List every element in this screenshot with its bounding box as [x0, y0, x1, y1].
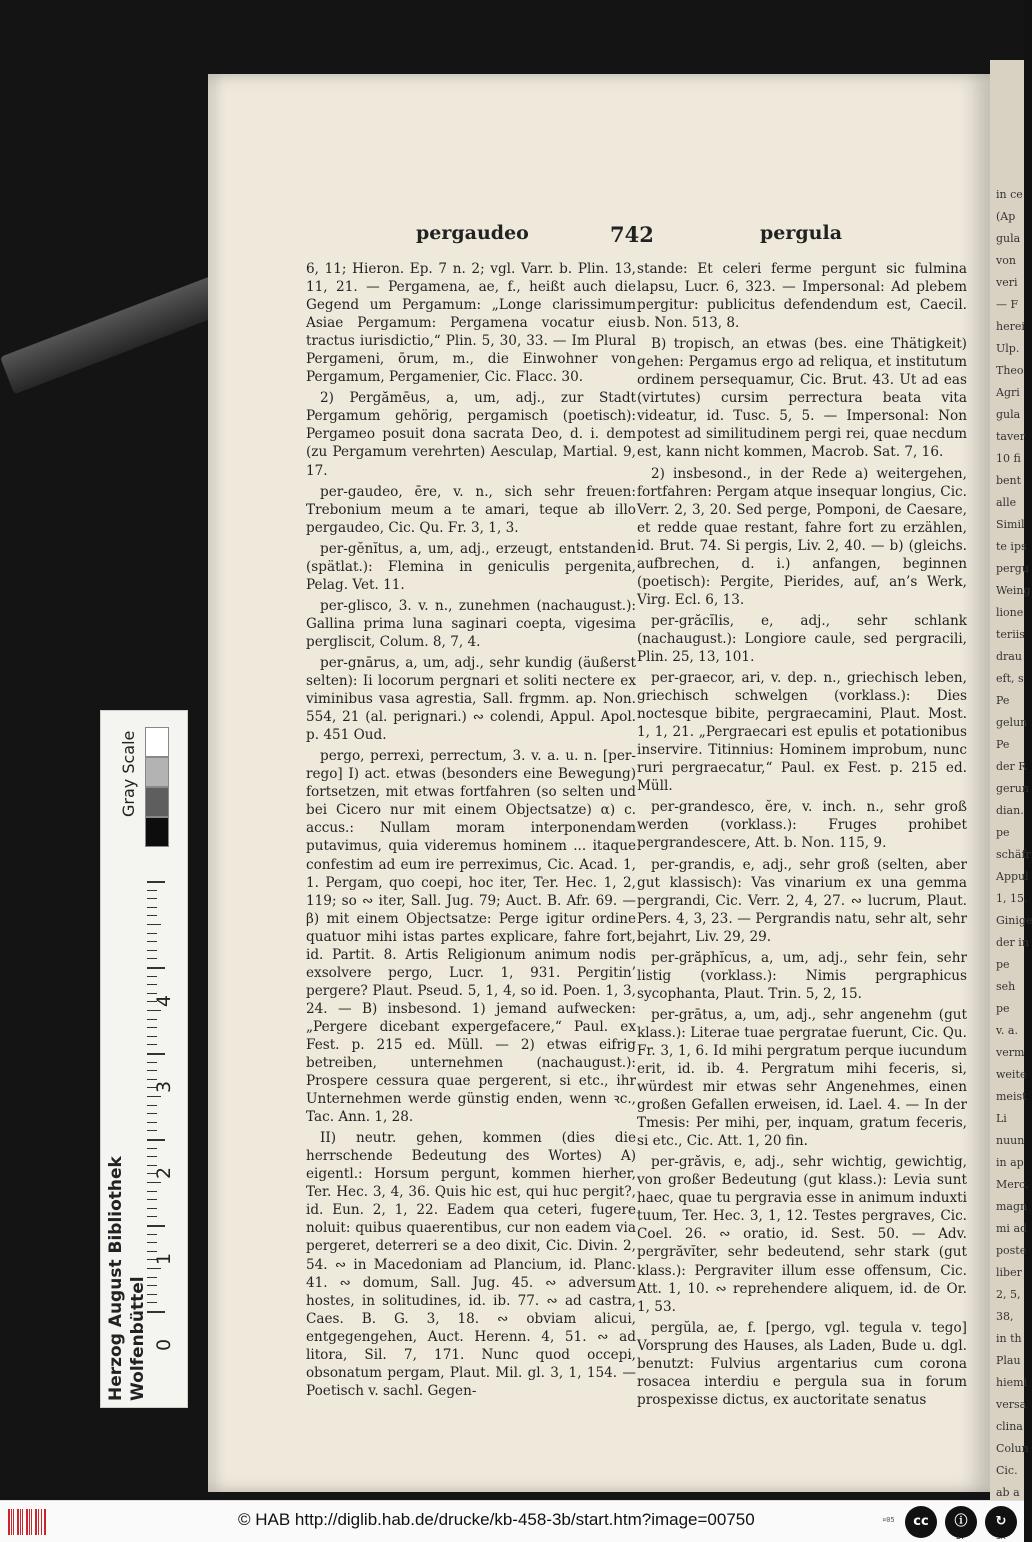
next-page-fragment: in ce	[996, 188, 1023, 201]
next-page-fragment: lione	[996, 606, 1024, 619]
next-page-fragment: pe	[996, 958, 1010, 971]
next-page-fragment: der R	[996, 760, 1027, 773]
next-page-fragment: ab a	[996, 1486, 1020, 1499]
ruler-tick	[147, 915, 157, 916]
next-page-fragment: taver	[996, 430, 1025, 443]
ruler-tick	[147, 1105, 157, 1106]
institution-name: Herzog August Bibliothek	[106, 1156, 126, 1401]
next-page-fragment: v. a.	[996, 1024, 1018, 1037]
barcode-bar	[11, 1509, 12, 1535]
next-page-fragment: weite	[996, 1068, 1027, 1081]
next-page-fragment: pe	[996, 826, 1010, 839]
next-page-fragment: pe	[996, 1002, 1010, 1015]
next-page-fragment: gula	[996, 232, 1021, 245]
gray-scale-label: Gray Scale	[119, 730, 138, 817]
next-page-fragment: Merc.	[996, 1178, 1029, 1191]
book-page	[208, 74, 990, 1492]
source-url[interactable]: © HAB http://diglib.hab.de/drucke/kb-458-3b/start.htm?image=00750	[238, 1510, 755, 1529]
sa-icon: ↻	[985, 1506, 1017, 1538]
next-page-fragment: poste	[996, 1244, 1027, 1257]
next-page-fragment: Colun	[996, 1442, 1029, 1455]
dictionary-entry: per-gnārus, a, um, adj., sehr kundig (äußerst selten): Ii locorum pergnari et soliti nectere ex viminibus vasa agrestia, Sall. frgmm. ap. Non. 554, 21 (al. perignari.) ∾ colendi, Appul. Apol. p. 451 Oud.	[306, 654, 636, 744]
dictionary-entry: pergo, perrexi, perrectum, 3. v. a. u. n. [per-rego] I) act. etwas (besonders eine Bewegung) fortsetzen, mit etwas fortfahren (so selten und bei Cicero nur mit einem Objectsatze) α) c. accus.: Nullam moram interponendam putavimus, quia videremus hominem ... itaque confestim ad eum ire perreximus, Cic. Acad. 1, 1. Pergam, quo coepi, hoc iter, Ter. Hec. 1, 2, 119; so ∾ iter, Sall. Jug. 79; Auct. B. Afr. 69. — β) mit einem Objectsatze: Perge igitur ordine quatuor mihi istas partes explicare, fahre fort, id. Partit. 8. Artis Religionum animum nodis exsolvere pergo, Lucr. 1, 931. Pergitin’ pergere? Plaut. Pseud. 5, 1, 4, so id. Poen. 1, 3, 24. — B) insbesond. 1) jemand aufwecken: „Pergere dicebant expergefacere,“ Paul. ex Fest. p. 215 ed. Müll. — 2) etwas eifrig betreiben, unternehmen (nachaugust.): Prospere cessura quae pergerent, si etc., ihr Unternehmen werde günstig enden, wenn ꝛc., Tac. Ann. 1, 28.	[306, 748, 636, 1126]
barcode-bar	[17, 1509, 19, 1535]
ruler-tick	[147, 933, 157, 934]
next-page-fragment: 38,	[996, 1310, 1014, 1323]
next-page-fragment: dian.	[996, 804, 1024, 817]
license-badge[interactable]	[905, 1505, 1017, 1539]
right-headword: pergula	[760, 222, 843, 244]
ruler-tick	[147, 1268, 161, 1269]
dictionary-entry: 2) Pergămēus, a, um, adj., zur Stadt Pergamum gehörig, pergamisch (poetisch): Pergameo posuit dona sacrata Deo, d. i. dem (zu Pergamum verehrten) Aesculap, Martial. 9, 17.	[306, 390, 636, 479]
next-page-fragment: versa	[996, 1398, 1027, 1411]
ruler-number: 2	[153, 1166, 175, 1179]
next-page-fragment: 10 fi	[996, 452, 1021, 465]
gray-swatch	[145, 727, 169, 757]
ruler-tick	[147, 1096, 161, 1097]
barcode-bar	[44, 1509, 46, 1535]
dictionary-entry: per-gĕnĭtus, a, um, adj., erzeugt, entstanden (spätlat.): Flemina in geniculis pergenita, Pelag. Vet. 11.	[306, 540, 636, 593]
next-page-fragment: te ips	[996, 540, 1027, 553]
next-page-fragment: Agri	[996, 386, 1020, 399]
next-page-fragment: drau	[996, 650, 1022, 663]
barcode-bar	[20, 1509, 21, 1535]
ruler-tick	[147, 1070, 157, 1071]
page-header	[208, 222, 990, 252]
next-page-fragment: in ap	[996, 1156, 1024, 1169]
dictionary-entry: II) neutr. gehen, kommen (dies die herrschende Bedeutung des Wortes) A) eigentl.: Horsum pergunt, kommen hierher, Ter. Hec. 3, 4, 36. Quis hic est, qui huc pergit?, id. Eun. 2, 1, 22. Eadem qua ceteri, fugere noluit: quibus quaerentibus, cur non eadem via pergeret, deterreri se a deo dixit, Cic. Divin. 2, 54. ∾ in Macedoniam ad Plancium, id. Planc. 41. ∾ domum, Sall. Jug. 45. ∾ adversum hostes, in solitudines, id. ib. 77. ∾ ad castra, Caes. B. G. 3, 18. ∾ obviam alicui, entgegengehen, Auct. Herenn. 4, 51. ∾ ad litora, Sil. 7, 171. Nunc quod occepi, obsonatum pergam, Plaut. Mil. gl. 3, 1, 154. — Poetisch v. sachl. Gegen-	[306, 1130, 636, 1399]
next-page-fragment: Li	[996, 1112, 1007, 1125]
barcode-bar	[8, 1509, 10, 1535]
next-page-edge	[990, 60, 1032, 1500]
gray-swatch	[145, 787, 169, 817]
dictionary-entry: B) tropisch, an etwas (bes. eine Thätigkeit) gehen: Pergamus ergo ad reliqua, et institutum ordinem persequamur, Cic. Brut. 43. Ut ad eas (virtutes) cursim perrectura beata vita videatur, id. Tusc. 5, 5. — Impersonal: Non potest ad similitudinem pergi rei, quae necdum est, kann nicht kommen, Macrob. Sat. 7, 16.	[637, 336, 967, 461]
barcode-bar	[26, 1509, 28, 1535]
next-page-fragment: bent	[996, 474, 1022, 487]
sa-label: SA	[996, 1533, 1006, 1541]
next-page-fragment: gerun	[996, 782, 1029, 795]
next-page-fragment: von	[996, 254, 1016, 267]
next-page-fragment: nuun	[996, 1134, 1025, 1147]
left-headword: pergaudeo	[416, 222, 529, 244]
barcode-bar	[13, 1509, 14, 1535]
dictionary-entry: per-grandis, e, adj., sehr groß (selten, aber gut klassisch): Vas vinarium ex una gemma pergrandi, Cic. Verr. 2, 4, 27. ∾ lucrum, Plaut. Pers. 4, 3, 23. — Pergrandis natu, sehr alt, sehr bejahrt, Liv. 29, 29.	[637, 856, 967, 945]
ruler-tick	[147, 1130, 157, 1131]
ruler-tick	[147, 1053, 165, 1055]
next-page-fragment: hiemi	[996, 1376, 1028, 1389]
next-page-fragment: alle	[996, 496, 1017, 509]
left-column	[306, 260, 636, 1400]
dictionary-entry: 2) insbesond., in der Rede a) weitergehen, fortfahren: Pergam atque insequar longius, Cic. Verr. 2, 3, 20. Sed perge, Pomponi, de Caesare, et redde quae restant, fahre fort zu erzählen, id. Brut. 74. Si pergis, Liv. 2, 40. — b) (gleichs. aufbrechen, d. i.) anfangen, beginnen (poetisch): Pergite, Pierides, auf, an’s Werk, Virg. Ecl. 6, 13.	[637, 465, 967, 608]
ruler-tick	[147, 890, 157, 891]
next-page-fragment: Cic.	[996, 1464, 1018, 1477]
dictionary-entry: per-grandesco, ĕre, v. inch. n., sehr groß werden (vorklass.): Fruges prohibet pergrandescere, Att. b. Non. 115, 9.	[637, 799, 967, 852]
dictionary-entry: 6, 11; Hieron. Ep. 7 n. 2; vgl. Varr. b. Plin. 13, 11, 21. — Pergamena, ae, f., heißt auch die Gegend um Pergamum: „Longe clarissimum Asiae Pergamum: Pergamena vocatur eius tractus iurisdictio,“ Plin. 5, 30, 33. — Im Plural Pergameni, ōrum, m., die Einwohner von Pergamum, Pergamenier, Cic. Flacc. 30.	[306, 261, 636, 386]
barcode-bar	[35, 1509, 37, 1535]
barcode-bar	[38, 1509, 39, 1535]
ruler-tick	[147, 976, 157, 977]
next-page-fragment: teriis	[996, 628, 1025, 641]
ruler-tick	[147, 1139, 165, 1141]
next-page-fragment: veri	[996, 276, 1018, 289]
ruler-number: 1	[153, 1252, 175, 1265]
gray-swatch	[145, 817, 169, 847]
next-page-fragment: in th	[996, 1332, 1022, 1345]
next-page-fragment: liber	[996, 1266, 1022, 1279]
dictionary-entry: per-gaudeo, ēre, v. n., sich sehr freuen: Trebonium meum a te amari, teque ab illo pergaudeo, Cic. Qu. Fr. 3, 1, 3.	[306, 483, 636, 536]
dictionary-entry: per-glisco, 3. v. n., zunehmen (nachaugust.): Gallina prima luna saginari coepta, vigesima pergliscit, Colum. 8, 7, 4.	[306, 597, 636, 650]
ruler-number: 4	[153, 994, 175, 1007]
dictionary-entry: stande: Et celeri ferme pergunt sic fulmina lapsu, Lucr. 6, 323. — Impersonal: Ad plebem pergitur: publicitus defendendum est, Caecil. b. Non. 513, 8.	[637, 261, 967, 332]
ruler-tick	[147, 941, 157, 942]
ruler-tick	[147, 907, 157, 908]
gray-swatch	[145, 757, 169, 787]
dictionary-entry: per-grātus, a, um, adj., sehr angenehm (gut klass.): Literae tuae pergratae fuerunt, Cic. Qu. Fr. 3, 1, 6. Id mihi pergratum perque iucundum erit, id. ib. 4. Pergratum mihi feceris, si, würdest mir etwas sehr Angenehmes, einen großen Gefallen erweisen, id. Lael. 4. — In der Tmesis: Per mihi, per, inquam, gratum feceris, si etc., Cic. Att. 1, 20 fin.	[637, 1006, 967, 1150]
barcode-bar	[29, 1509, 30, 1535]
ruler-tick	[147, 967, 165, 969]
ruler-tick	[147, 1148, 157, 1149]
ruler-tick	[147, 924, 161, 925]
ruler-number: 0	[153, 1338, 175, 1351]
ruler-tick	[147, 1225, 165, 1227]
next-page-fragment: (Ap	[996, 210, 1016, 223]
ruler-tick	[147, 950, 157, 951]
barcode-icon	[8, 1509, 46, 1535]
by-label: BY	[956, 1533, 965, 1541]
ruler-tick	[147, 1079, 157, 1080]
next-page-fragment: Pe	[996, 694, 1010, 707]
dictionary-entry: pergŭla, ae, f. [pergo, vgl. tegula v. tego] Vorsprung des Hauses, als Laden, Bude u. dgl. benutzt: Fulvius argentarius cum corona rosacea interdiu e pergula sua in forum prospexisse dictus, ex auctoritate senatus	[637, 1319, 967, 1408]
next-page-fragment: gula	[996, 408, 1021, 421]
ruler-tick	[147, 1010, 161, 1011]
next-page-fragment: herei	[996, 320, 1025, 333]
page-id: ¤05	[882, 1516, 895, 1524]
next-page-fragment: der in	[996, 936, 1029, 949]
ruler-tick	[147, 1019, 157, 1020]
gray-scale-ruler	[100, 710, 188, 1408]
ruler-tick	[147, 898, 157, 899]
institution-label	[105, 1156, 149, 1401]
next-page-fragment: seh	[996, 980, 1016, 993]
ruler-tick	[147, 984, 157, 985]
ruler-tick	[147, 1062, 157, 1063]
next-page-fragment: 2, 5,	[996, 1288, 1021, 1301]
ruler-tick	[147, 958, 157, 959]
ruler-tick	[147, 1113, 157, 1114]
gray-swatches	[145, 727, 169, 839]
ruler-tick	[147, 1311, 165, 1313]
next-page-fragment: Theo	[996, 364, 1024, 377]
dictionary-entry: per-grăphĭcus, a, um, adj., sehr fein, sehr listig (vorklass.): Nimis pergraphicus sycophanta, Plaut. Trin. 5, 2, 15.	[637, 949, 967, 1002]
cc-icon: cc	[905, 1506, 937, 1538]
next-page-fragment: Ulp.	[996, 342, 1020, 355]
ruler-tick	[147, 1182, 161, 1183]
next-page-fragment: gelun	[996, 716, 1028, 729]
institution-city: Wolfenbüttel	[128, 1276, 148, 1401]
ruler-tick	[147, 1044, 157, 1045]
next-page-fragment: Simil	[996, 518, 1025, 531]
page-number: 742	[610, 222, 654, 247]
next-page-fragment: Weing	[996, 584, 1031, 597]
ruler-number: 3	[153, 1080, 175, 1093]
by-icon: ⓘ	[945, 1506, 977, 1538]
next-page-fragment: mi ad	[996, 1222, 1028, 1235]
dictionary-entry: per-grăcĭlis, e, adj., sehr schlank (nachaugust.): Longiore caule, sed pergracili, Plin. 25, 13, 101.	[637, 612, 967, 665]
next-page-fragment: meist	[996, 1090, 1027, 1103]
dictionary-entry: per-graecor, ari, v. dep. n., griechisch leben, griechisch schwelgen (vorklass.): Dies noctesque bibite, pergraecamini, Plaut. Most. 1, 1, 21. „Pergraecari est epulis et potationibus inservire. Titinnius: Hominem improbum, nunc ruri pergraecatur,“ Paul. ex Fest. p. 215 ed. Müll.	[637, 670, 967, 795]
next-page-fragment: Ginige	[996, 914, 1032, 927]
barcode-bar	[41, 1509, 42, 1535]
next-page-fragment: schäfr	[996, 848, 1031, 861]
barcode-bar	[31, 1509, 32, 1535]
next-page-fragment: Plau	[996, 1354, 1021, 1367]
next-page-fragment: eft, s	[996, 672, 1024, 685]
ruler-tick	[147, 1122, 157, 1123]
barcode-bar	[22, 1509, 23, 1535]
viewer-footer	[0, 1500, 1024, 1542]
next-page-fragment: clina	[996, 1420, 1023, 1433]
next-page-fragment: magn	[996, 1200, 1028, 1213]
next-page-fragment: verm	[996, 1046, 1025, 1059]
next-page-fragment: pergu	[996, 562, 1029, 575]
ruler-tick	[147, 993, 157, 994]
next-page-fragment: — F	[996, 298, 1019, 311]
ruler-tick	[147, 881, 165, 883]
next-page-fragment: Appul	[996, 870, 1029, 883]
next-page-fragment: 1, 15.	[996, 892, 1028, 905]
next-page-fragment: Pe	[996, 738, 1010, 751]
ruler-tick	[147, 1027, 157, 1028]
ruler-tick	[147, 1036, 157, 1037]
dictionary-entry: per-grăvis, e, adj., sehr wichtig, gewichtig, von großer Bedeutung (gut klass.): Levia sunt haec, quae tu pergravia esse in animum induxti tuum, Ter. Hec. 3, 1, 12. Testes pergraves, Cic. Coel. 26. ∾ oratio, id. Sest. 50. — Adv. pergrăvĭter, sehr bedeutend, sehr stark (gut klass.): Pergraviter illum esse offensum, Cic. Att. 1, 10. ∾ reprehendere aliquem, id. de Or. 1, 53.	[637, 1154, 967, 1315]
right-column	[637, 260, 967, 1409]
